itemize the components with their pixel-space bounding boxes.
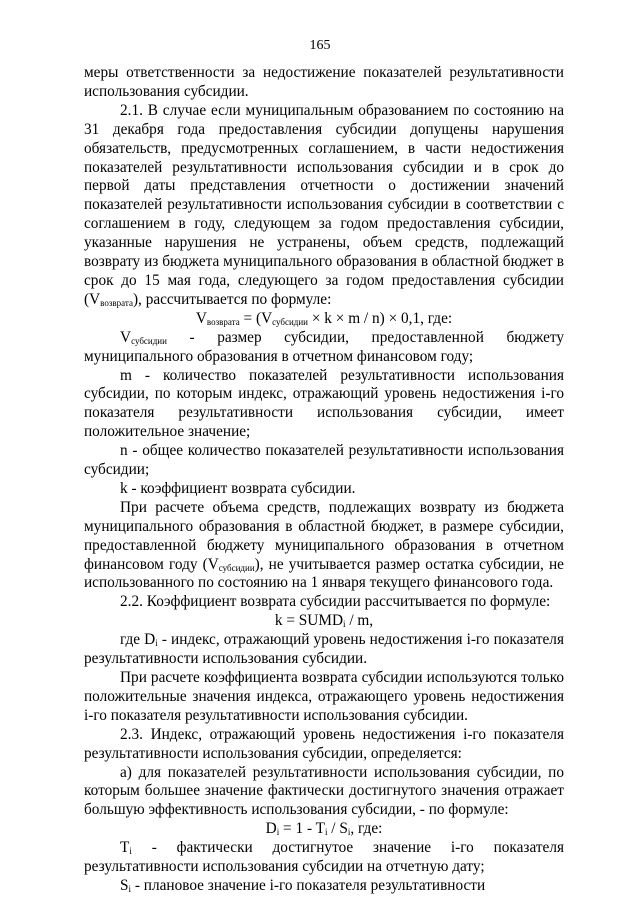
definition-m: m - количество показателей результативности использования субсидии, по которым индекс, отражающий уровень недостижения i-го показателя результативности использования субсидии, имеет положительное значение; <box>84 366 564 441</box>
formula-v-return: $V_{возврата} = (V_{субсидии} \times k \times m / n) \times 0,1$, где: <box>195 309 453 327</box>
paragraph-2-2: 2.2. Коэффициент возврата субсидии рассчитывается по формуле: <box>120 593 551 611</box>
definition-n: n - общее количество показателей результативности использования субсидии; <box>84 442 564 479</box>
paragraph-2-3: 2.3. Индекс, отражающий уровень недостижения i-го показателя результативности использования субсидии, определяется: <box>84 725 564 762</box>
formula-k: $k = SUMD_i / m$, <box>274 612 374 630</box>
page-number: 165 <box>309 38 331 53</box>
paragraph-continuation: меры ответственности за недостижение показателей результативности использования субсидии. <box>84 64 564 100</box>
definition-t: $T_i$ - фактически достигнутое значение i-го показателя результативности использования субсидии на отчетную дату; <box>84 839 564 876</box>
paragraph-positive-values: При расчете коэффициента возврата субсидии используются только положительные значения индекса, отражающего уровень недостижения i-го показателя результативности использования субсидии. <box>84 669 564 724</box>
paragraph-2-1: 2.1. В случае если муниципальным образованием по состоянию на 31 декабря года предоставления субсидии допущены нарушения обязательств, предусмотренных соглашением, в части недостижения показателей результативности использования субсидии и в срок до первой даты представления отчетности о достижении значений показателей результативности использования субсидии в соответствии с соглашением в году, следующем за годом предоставления субсидии, указанные нарушения не устранены, объем средств, подлежащий возврату из бюджета муниципального образования в областной бюджет в срок до 15 мая года, следующего за годом предоставления субсидии $(V_{возврата})$, рассчитывается по формуле: <box>84 101 564 308</box>
definition-s: $S_i$ - плановое значение i-го показателя результативности <box>120 876 486 894</box>
definition-k: k - коэффициент возврата субсидии. <box>120 479 356 497</box>
definition-v-subsidy: $V_{субсидии}$ - размер субсидии, предоставленной бюджету муниципального образования в отчетном финансовом году; <box>84 328 564 365</box>
definition-d: где $D_i$ - индекс, отражающий уровень недостижения i-го показателя результативности использования субсидии. <box>84 631 564 668</box>
formula-d: $D_i = 1 - T_i / S_i$, где: <box>265 820 383 838</box>
paragraph-2-3-a: а) для показателей результативности использования субсидии, по которым большее значение фактически достигнутого значения отражает большую эффективность использования субсидии, - по формуле: <box>84 763 564 819</box>
document-body <box>84 64 564 896</box>
paragraph-remainder-note: При расчете объема средств, подлежащих возврату из бюджета муниципального образования в областной бюджет, в размере субсидии, предоставленной бюджету муниципального образования в отчетном финансовом году $(V_{субсидии})$, не учитывается размер остатка субсидии, не использованного по состоянию на 1 января текущего финансового года. <box>84 498 564 592</box>
